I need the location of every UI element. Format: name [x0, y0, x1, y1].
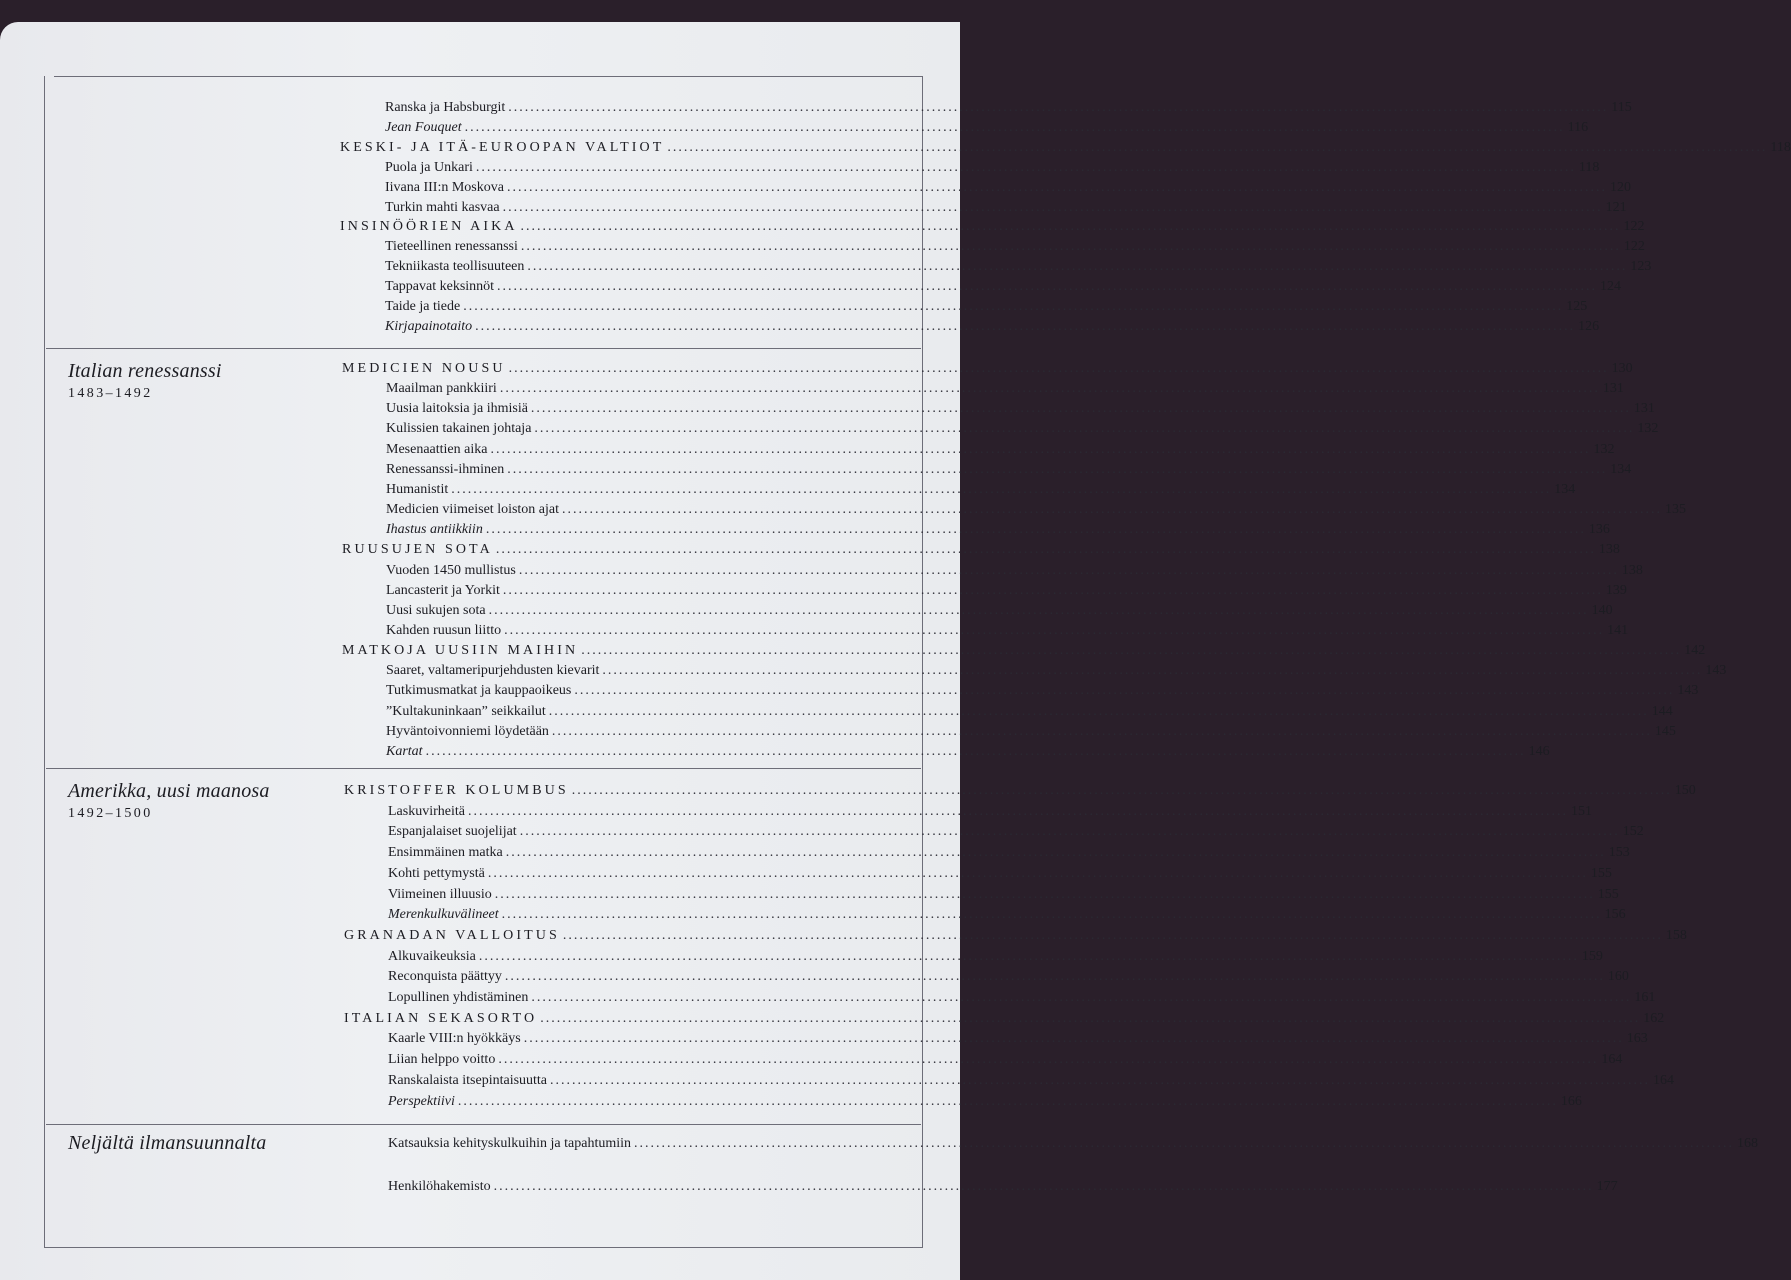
leader-dots: ........................................................................................................................................................................................................ — [531, 990, 1632, 1005]
section-title: Amerikka, uusi maanosa — [68, 780, 270, 802]
toc-entry — [385, 157, 1600, 177]
section-years: 1483–1492 — [68, 386, 153, 401]
toc-entry-label: Espanjalaiset suojelijat — [388, 824, 517, 840]
leader-dots: ........................................................................................................................................................................................................ — [530, 401, 1631, 417]
toc-entry — [385, 256, 1652, 276]
toc-entry-page: 118 — [1578, 159, 1600, 175]
toc-entry-label: INSINÖÖRIEN AIKA — [340, 219, 518, 235]
leader-dots: ........................................................................................................................................................................................................ — [501, 907, 1602, 923]
leader-dots: ........................................................................................................................................................................................................ — [540, 1010, 1641, 1026]
toc-entry-label: Mesenaattien aika — [386, 441, 488, 457]
leader-dots: ........................................................................................................................................................................................................ — [502, 582, 1603, 598]
toc-entry-page: 152 — [1622, 824, 1644, 840]
toc-entry — [385, 276, 1622, 296]
leader-dots: ........................................................................................................................................................................................................ — [551, 723, 1652, 739]
toc-entry — [388, 884, 1619, 904]
toc-entry-page: 142 — [1684, 643, 1706, 659]
toc-entry — [386, 600, 1613, 620]
toc-entry — [386, 398, 1655, 418]
toc-entry — [388, 1176, 1618, 1196]
leader-dots: ........................................................................................................................................................................................................ — [550, 1072, 1651, 1088]
toc-entry-label: Tekniikasta teollisuuteen — [385, 259, 525, 275]
toc-entry — [386, 701, 1673, 721]
toc-entry-page: 118 — [1770, 139, 1791, 155]
leader-dots: ........................................................................................................................................................................................................ — [502, 199, 1603, 215]
toc-entry — [386, 479, 1576, 499]
leader-dots: ........................................................................................................................................................................................................ — [520, 219, 1621, 235]
toc-entry-label: Humanistit — [386, 481, 449, 497]
toc-entry-label: Lancasterit ja Yorkit — [386, 582, 500, 598]
toc-entry-label: Laskuvirheitä — [388, 803, 465, 819]
toc-entry-label: Tieteellinen renessanssi — [385, 239, 518, 255]
toc-entry — [388, 946, 1603, 966]
toc-entry — [388, 801, 1592, 821]
toc-entry — [386, 519, 1610, 539]
toc-entry — [344, 1008, 1665, 1028]
toc-entry-page: 116 — [1567, 119, 1589, 135]
toc-entry-label: KRISTOFFER KOLUMBUS — [344, 783, 569, 798]
toc-entry-label: Alkuvaikeuksia — [388, 948, 476, 964]
frame-top-rule — [54, 76, 922, 77]
toc-entry — [385, 236, 1645, 256]
toc-entry — [386, 560, 1643, 580]
toc-entry-page: 158 — [1665, 927, 1687, 943]
toc-entry-page: 132 — [1637, 421, 1659, 437]
toc-entry — [388, 821, 1644, 841]
toc-entry-page: 156 — [1604, 907, 1626, 923]
toc-entry-page: 177 — [1596, 1179, 1618, 1194]
toc-entry — [386, 660, 1727, 680]
leader-dots: ........................................................................................................................................................................................................ — [499, 381, 1600, 397]
toc-entry-label: Liian helppo voitto — [388, 1052, 496, 1068]
toc-entry-label: Ranska ja Habsburgit — [385, 100, 506, 115]
toc-entry — [386, 721, 1676, 741]
toc-entry — [388, 1028, 1648, 1048]
toc-entry-label: Tappavat keksinnöt — [385, 279, 495, 295]
toc-entry — [385, 97, 1632, 117]
leader-dots: ........................................................................................................................................................................................................ — [548, 703, 1649, 719]
toc-entry — [388, 966, 1629, 986]
leader-dots: ........................................................................................................................................................................................................ — [518, 562, 1619, 578]
toc-entry-page: 136 — [1588, 522, 1610, 538]
toc-entry-label: Kartat — [386, 743, 423, 759]
leader-dots: ........................................................................................................................................................................................................ — [507, 461, 1608, 477]
toc-entry-page: 131 — [1602, 381, 1624, 397]
toc-entry-page: 164 — [1601, 1052, 1623, 1068]
toc-entry — [386, 620, 1629, 640]
toc-entry-label: Hyväntoivonniemi löydetään — [386, 723, 549, 739]
toc-entry — [385, 316, 1600, 336]
toc-entry-label: Kirjapainotaito — [385, 318, 473, 334]
toc-entry-page: 146 — [1528, 743, 1550, 759]
toc-entry-label: Vuoden 1450 mullistus — [386, 562, 516, 578]
toc-entry — [385, 117, 1589, 137]
toc-entry-label: Renessanssi-ihminen — [386, 461, 505, 477]
leader-dots: ........................................................................................................................................................................................................ — [562, 502, 1663, 518]
toc-entry-label: Ranskalaista itsepintaisuutta — [388, 1072, 548, 1088]
toc-entry — [340, 216, 1645, 236]
toc-entry — [388, 1049, 1623, 1069]
toc-entry-label: Kulissien takainen johtaja — [386, 421, 532, 437]
toc-entry-page: 151 — [1570, 803, 1592, 819]
toc-entry-label: Ensimmäinen matka — [388, 845, 503, 861]
toc-entry — [388, 987, 1656, 1007]
leader-dots: ........................................................................................................................................................................................................ — [451, 481, 1552, 497]
toc-entry-label: GRANADAN VALLOITUS — [344, 927, 560, 943]
toc-entry-page: 144 — [1651, 703, 1673, 719]
toc-entry — [388, 1133, 1759, 1153]
leader-dots: ........................................................................................................................................................................................................ — [602, 663, 1703, 679]
toc-entry — [386, 378, 1624, 398]
leader-dots: ........................................................................................................................................................................................................ — [475, 318, 1576, 334]
toc-entry-page: 126 — [1578, 318, 1600, 334]
toc-entry-label: ITALIAN SEKASORTO — [344, 1010, 538, 1026]
toc-entry — [342, 640, 1706, 660]
toc-entry-label: Kahden ruusun liitto — [386, 622, 502, 638]
leader-dots: ........................................................................................................................................................................................................ — [463, 299, 1564, 314]
toc-entry-label: ”Kultakuninkaan” seikkailut — [386, 703, 546, 719]
toc-entry — [340, 137, 1791, 157]
toc-entry — [388, 1070, 1675, 1090]
toc-entry — [388, 842, 1630, 862]
toc-entry — [386, 741, 1550, 761]
section-divider — [46, 1124, 921, 1125]
toc-entry-page: 138 — [1598, 542, 1620, 558]
toc-entry — [386, 680, 1699, 700]
toc-entry-page: 164 — [1653, 1072, 1675, 1088]
leader-dots: ........................................................................................................................................................................................................ — [527, 259, 1628, 275]
leader-dots: ........................................................................................................................................................................................................ — [495, 542, 1596, 558]
leader-dots: ........................................................................................................................................................................................................ — [505, 845, 1606, 861]
leader-dots: ........................................................................................................................................................................................................ — [493, 1179, 1594, 1194]
toc-entry-label: Maailman pankkiiri — [386, 381, 497, 397]
leader-dots: ........................................................................................................................................................................................................ — [464, 119, 1565, 135]
toc-entry-page: 125 — [1566, 299, 1588, 314]
leader-dots: ........................................................................................................................................................................................................ — [478, 948, 1579, 964]
leader-dots: ........................................................................................................................................................................................................ — [519, 824, 1620, 840]
section-divider — [46, 768, 921, 769]
toc-entry — [388, 863, 1612, 883]
leader-dots: ........................................................................................................................................................................................................ — [508, 100, 1609, 115]
toc-entry-page: 131 — [1633, 401, 1655, 417]
toc-entry — [386, 439, 1615, 459]
toc-entry-label: Uusia laitoksia ja ihmisiä — [386, 401, 528, 417]
leader-dots: ........................................................................................................................................................................................................ — [490, 441, 1591, 457]
toc-entry-page: 145 — [1654, 723, 1676, 739]
toc-entry-label: Reconquista päättyy — [388, 969, 502, 985]
toc-entry-label: Viimeinen illuusio — [388, 886, 492, 902]
leader-dots: ........................................................................................................................................................................................................ — [487, 865, 1588, 881]
toc-entry-page: 166 — [1560, 1093, 1582, 1109]
toc-entry-label: Turkin mahti kasvaa — [385, 199, 500, 215]
toc-entry — [386, 499, 1687, 519]
toc-entry-page: 159 — [1581, 948, 1603, 964]
leader-dots: ........................................................................................................................................................................................................ — [571, 783, 1672, 798]
leader-dots: ........................................................................................................................................................................................................ — [634, 1136, 1735, 1151]
leader-dots: ........................................................................................................................................................................................................ — [581, 643, 1682, 659]
section-years: 1492–1500 — [68, 806, 153, 821]
toc-entry-label: Merenkulkuvälineet — [388, 907, 499, 923]
toc-entry-page: 163 — [1626, 1031, 1648, 1047]
toc-entry-label: Kohti pettymystä — [388, 865, 485, 881]
toc-entry-page: 153 — [1608, 845, 1630, 861]
leader-dots: ........................................................................................................................................................................................................ — [467, 803, 1568, 819]
leader-dots: ........................................................................................................................................................................................................ — [457, 1093, 1558, 1109]
toc-entry-page: 143 — [1705, 663, 1727, 679]
toc-entry-label: Medicien viimeiset loiston ajat — [386, 502, 560, 518]
toc-entry-page: 160 — [1607, 969, 1629, 985]
toc-entry-page: 155 — [1590, 865, 1612, 881]
toc-entry-page: 123 — [1630, 259, 1652, 275]
toc-entry-page: 122 — [1623, 219, 1645, 235]
toc-entry-label: Jean Fouquet — [385, 119, 462, 135]
toc-entry — [386, 459, 1632, 479]
toc-entry-page: 121 — [1605, 199, 1627, 215]
leader-dots: ........................................................................................................................................................................................................ — [667, 139, 1768, 155]
toc-entry — [385, 197, 1627, 217]
leader-dots: ........................................................................................................................................................................................................ — [504, 622, 1605, 638]
leader-dots: ........................................................................................................................................................................................................ — [498, 1052, 1599, 1068]
toc-entry-label: Saaret, valtameripurjehdusten kievarit — [386, 663, 600, 679]
toc-entry-page: 143 — [1677, 683, 1699, 699]
toc-entry-label: Iivana III:n Moskova — [385, 179, 504, 195]
toc-entry — [342, 358, 1633, 378]
leader-dots: ........................................................................................................................................................................................................ — [534, 421, 1635, 437]
toc-entry-label: Katsauksia kehityskulkuihin ja tapahtumiin — [388, 1136, 632, 1151]
leader-dots: ........................................................................................................................................................................................................ — [574, 683, 1675, 699]
toc-entry-page: 150 — [1674, 783, 1696, 798]
toc-entry-label: Kaarle VIII:n hyökkäys — [388, 1031, 521, 1047]
leader-dots: ........................................................................................................................................................................................................ — [523, 1031, 1624, 1047]
toc-entry — [388, 1091, 1582, 1111]
toc-entry-page: 115 — [1611, 100, 1632, 115]
toc-entry — [342, 539, 1620, 559]
leader-dots: ........................................................................................................................................................................................................ — [562, 927, 1663, 943]
toc-entry-page: 135 — [1665, 502, 1687, 518]
leader-dots: ........................................................................................................................................................................................................ — [475, 159, 1576, 175]
leader-dots: ........................................................................................................................................................................................................ — [504, 969, 1605, 985]
toc-entry-label: RUUSUJEN SOTA — [342, 542, 493, 558]
toc-entry-page: 134 — [1554, 481, 1576, 497]
toc-entry-label: Uusi sukujen sota — [386, 602, 486, 618]
leader-dots: ........................................................................................................................................................................................................ — [508, 361, 1609, 376]
toc-entry-page: 132 — [1593, 441, 1615, 457]
toc-entry-page: 138 — [1621, 562, 1643, 578]
toc-entry-label: MATKOJA UUSIIN MAIHIN — [342, 643, 579, 659]
toc-entry — [386, 580, 1627, 600]
leader-dots: ........................................................................................................................................................................................................ — [488, 602, 1589, 618]
leader-dots: ........................................................................................................................................................................................................ — [506, 179, 1607, 195]
toc-entry — [386, 418, 1659, 438]
toc-entry-page: 122 — [1623, 239, 1645, 255]
toc-entry — [344, 925, 1687, 945]
toc-entry-page: 140 — [1591, 602, 1613, 618]
leader-dots: ........................................................................................................................................................................................................ — [494, 886, 1595, 902]
toc-entry-page: 161 — [1634, 990, 1656, 1005]
toc-entry-page: 130 — [1611, 361, 1633, 376]
toc-entry-page: 162 — [1643, 1010, 1665, 1026]
toc-entry-label: MEDICIEN NOUSU — [342, 361, 506, 376]
toc-entry-page: 141 — [1607, 622, 1629, 638]
toc-entry-label: KESKI- JA ITÄ-EUROOPAN VALTIOT — [340, 139, 665, 155]
toc-entry-label: Tutkimusmatkat ja kauppaoikeus — [386, 683, 572, 699]
section-title: Italian renessanssi — [68, 360, 222, 382]
leader-dots: ........................................................................................................................................................................................................ — [520, 239, 1621, 255]
leader-dots: ........................................................................................................................................................................................................ — [485, 522, 1586, 538]
toc-entry-label: Puola ja Unkari — [385, 159, 473, 175]
toc-entry-label: Henkilöhakemisto — [388, 1179, 491, 1194]
toc-entry-page: 168 — [1737, 1136, 1759, 1151]
leader-dots: ........................................................................................................................................................................................................ — [425, 743, 1526, 759]
section-divider — [46, 348, 921, 349]
toc-entry — [344, 780, 1696, 800]
leader-dots: ........................................................................................................................................................................................................ — [497, 279, 1598, 295]
toc-entry-page: 134 — [1610, 461, 1632, 477]
toc-entry — [385, 296, 1588, 316]
toc-entry — [388, 904, 1626, 924]
toc-entry-label: Lopullinen yhdistäminen — [388, 990, 529, 1005]
toc-entry-page: 139 — [1605, 582, 1627, 598]
toc-entry-page: 120 — [1609, 179, 1631, 195]
toc-entry-page: 155 — [1597, 886, 1619, 902]
toc-entry — [385, 177, 1631, 197]
toc-entry-page: 124 — [1600, 279, 1622, 295]
toc-entry-label: Ihastus antiikkiin — [386, 522, 483, 538]
toc-entry-label: Taide ja tiede — [385, 299, 461, 314]
toc-entry-label: Perspektiivi — [388, 1093, 455, 1109]
section-title: Neljältä ilmansuunnalta — [68, 1132, 267, 1154]
